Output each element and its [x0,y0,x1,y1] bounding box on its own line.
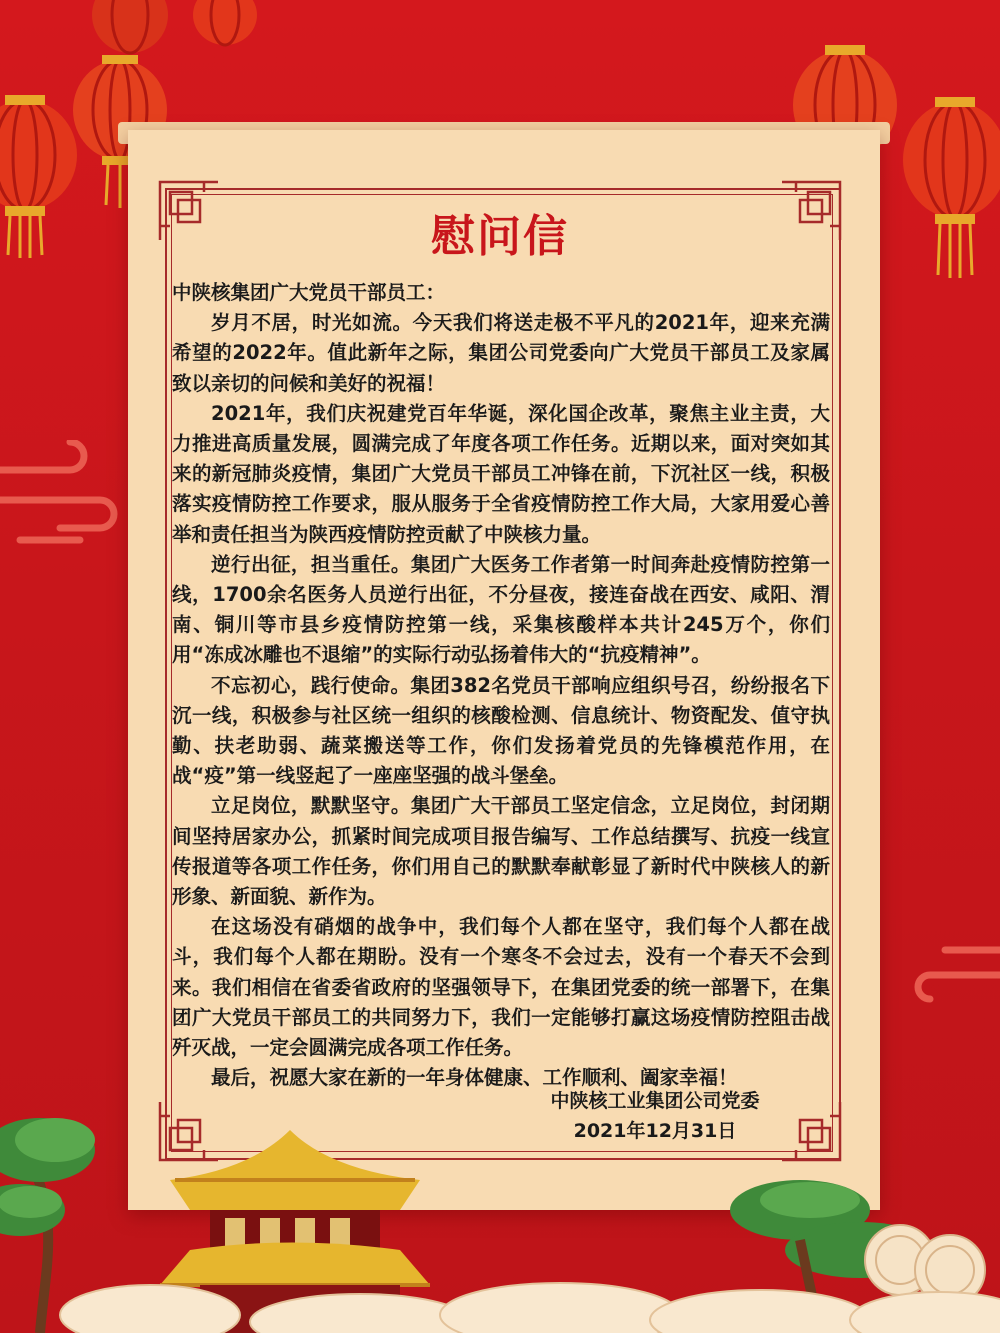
cloud-left-decoration [0,440,120,550]
cloud-icon [60,1283,1000,1333]
letter-paragraph: 不忘初心，践行使命。集团382名党员干部响应组织号召，纷纷报名下沉一线，积极参与社区统一组织的核酸检测、信息统计、物资配发、值守执勤、扶老助弱、蔬菜搬送等工作，你们发扬着党员的先锋模范作用，在战“疫”第一线竖起了一座座坚强的战斗堡垒。 [172,673,830,788]
letter-paragraph: 逆行出征，担当重任。集团广大医务工作者第一时间奔赴疫情防控第一线，1700余名医务人员逆行出征，不分昼夜，接连奋战在西安、咸阳、渭南、铜川等市县乡疫情防控第一线，采集核酸样本共计245万个，你们用“冻成冰雕也不退缩”的实际行动弘扬着伟大的“抗疫精神”。 [172,552,830,667]
letter-paragraph: 岁月不居，时光如流。今天我们将送走极不平凡的2021年，迎来充满希望的2022年。值此新年之际，集团公司党委向广大党员干部员工及家属致以亲切的问候和美好的祝福！ [172,311,830,395]
signature-date: 2021年12月31日 [573,1120,737,1142]
lantern-icon [190,0,260,50]
signature-org: 中陕核工业集团公司党委 [550,1090,760,1112]
scenery-decoration [0,1100,1000,1333]
salutation: 中陕核集团广大党员干部员工： [172,281,446,304]
letter-paragraph: 2021年，我们庆祝建党百年华诞，深化国企改革，聚焦主业主责，大力推进高质量发展，圆满完成了年度各项工作任务。近期以来，面对突如其来的新冠肺炎疫情，集团广大党员干部员工冲锋在前，下沉社区一线，积极落实疫情防控工作要求，服从服务于全省疫情防控工作大局，大家用爱心善举和责任担当为陕西疫情防控贡献了中陕核力量。 [172,401,830,546]
letter-paragraph: 在这场没有硝烟的战争中，我们每个人都在坚守，我们每个人都在战斗，我们每个人都在期盼。没有一个寒冬不会过去，没有一个春天不会到来。我们相信在省委省政府的坚强领导下，在集团党委的统一部署下，在集团广大党员干部员工的共同努力下，我们一定能够打赢这场疫情防控阻击战歼灭战，一定会圆满完成各项工作任务。 [172,915,830,1060]
letter-body [172,278,830,1093]
letter-title: 慰问信 [431,211,569,262]
cloud-right-decoration [905,935,1000,1005]
letter-paragraph: 立足岗位，默默坚守。集团广大干部员工坚定信念，立足岗位，封闭期间坚持居家办公，抓紧时间完成项目报告编写、工作总结撰写、抗疫一线宣传报道等各项工作任务，你们用自己的默默奉献彰显了新时代中陕核人的新形象、新面貌、新作为。 [172,794,830,909]
letter-paragraph: 最后，祝愿大家在新的一年身体健康、工作顺利、阖家幸福！ [211,1066,738,1090]
lantern-icon [90,0,170,60]
